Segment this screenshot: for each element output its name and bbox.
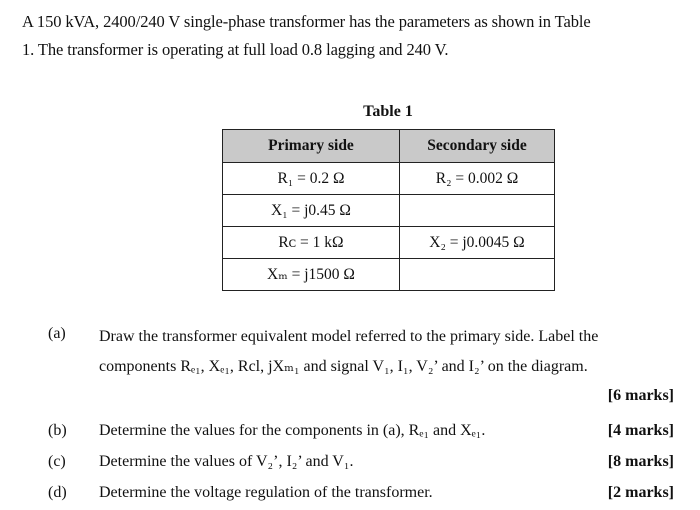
question-label: (a) <box>48 325 66 342</box>
cell-rc: Rᴄ = 1 kΩ <box>223 227 400 259</box>
cell-x2: X₂ = j0.0045 Ω <box>400 227 555 259</box>
question-text: Determine the voltage regulation of the transformer. <box>99 484 433 501</box>
question-label: (d) <box>48 484 67 501</box>
question-text: Determine the values for the components in (a), Rₑ₁ and Xₑ₁. <box>99 422 486 439</box>
question-label: (b) <box>48 422 67 439</box>
table-row <box>223 227 555 259</box>
cell-r1: R₁ = 0.2 Ω <box>223 163 400 195</box>
cell-r2: R₂ = 0.002 Ω <box>400 163 555 195</box>
question-text-line-1: Draw the transformer equivalent model referred to the primary side. Label the <box>99 328 599 345</box>
problem-statement <box>22 8 682 64</box>
problem-statement-line-2: 1. The transformer is operating at full load 0.8 lagging and 240 V. <box>22 40 449 59</box>
question-text-line-2: components Rₑ₁, Xₑ₁, Rcl, jXₘ₁ and signal V₁, I₁, V₂’ and I₂’ on the diagram. <box>99 358 588 375</box>
question-text <box>99 322 679 382</box>
question-text: Determine the values of V₂’, I₂’ and V₁. <box>99 453 354 470</box>
table-caption: Table 1 <box>363 103 413 120</box>
parameters-table <box>222 129 555 291</box>
cell-empty <box>400 259 555 291</box>
question-marks: [6 marks] <box>607 387 674 404</box>
question-label: (c) <box>48 453 66 470</box>
question-marks: [2 marks] <box>607 484 674 501</box>
table-row <box>223 163 555 195</box>
header-secondary-side: Secondary side <box>400 130 555 163</box>
table-row <box>223 259 555 291</box>
question-marks: [8 marks] <box>607 453 674 470</box>
header-primary-side: Primary side <box>223 130 400 163</box>
problem-statement-line-1: A 150 kVA, 2400/240 V single-phase transformer has the parameters as shown in Table <box>22 12 591 31</box>
table-row <box>223 195 555 227</box>
cell-empty <box>400 195 555 227</box>
table-header-row <box>223 130 555 163</box>
cell-x1: X₁ = j0.45 Ω <box>223 195 400 227</box>
cell-xm: Xₘ = j1500 Ω <box>223 259 400 291</box>
question-marks: [4 marks] <box>607 422 674 439</box>
